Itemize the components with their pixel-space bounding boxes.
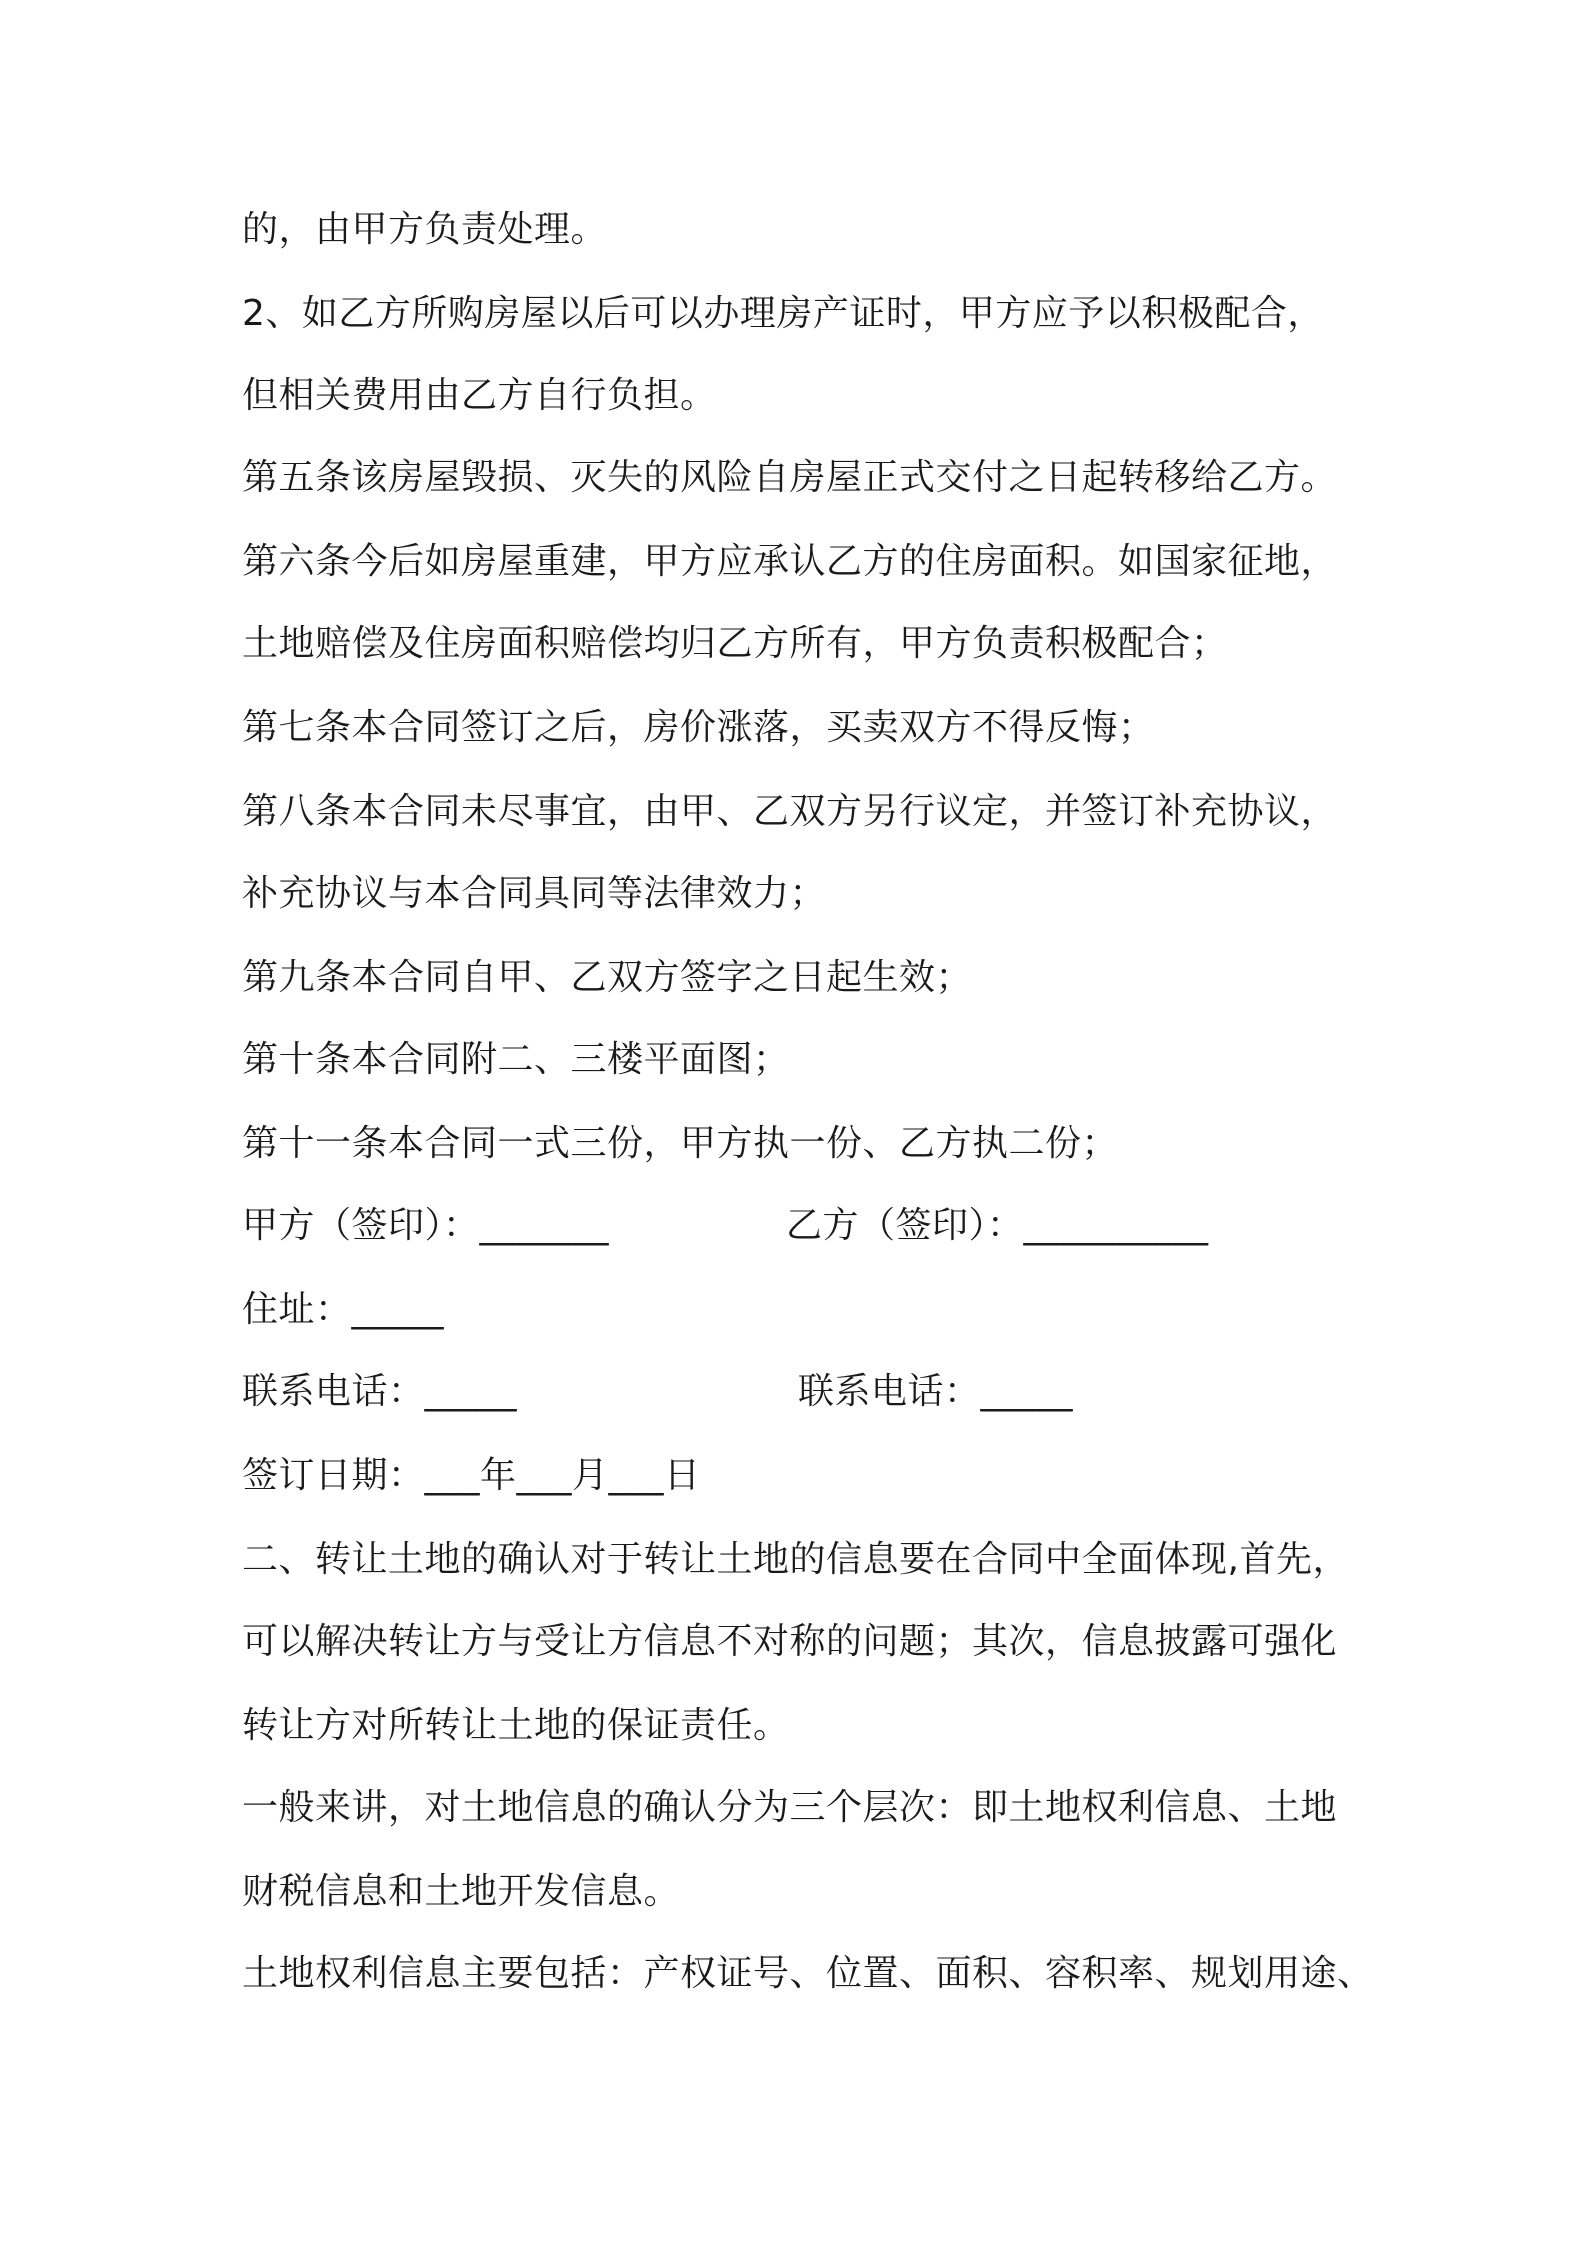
paragraph-line: 财税信息和土地开发信息。 (242, 1871, 681, 1912)
signing-date: 签订日期：___年___月___日 (242, 1455, 701, 1496)
paragraph-line: 的，由甲方负责处理。 (242, 209, 608, 250)
party-a-signature: 甲方（签印）：_______ (242, 1205, 610, 1246)
article-5: 第五条该房屋毁损、灭失的风险自房屋正式交付之日起转移给乙方。 (242, 457, 1338, 498)
paragraph-line: 但相关费用由乙方自行负担。 (242, 375, 717, 416)
paragraph-line: 可以解决转让方与受让方信息不对称的问题；其次，信息披露可强化 (242, 1621, 1338, 1662)
paragraph-line: 补充协议与本合同具同等法律效力； (242, 873, 827, 914)
article-7: 第七条本合同签订之后，房价涨落，买卖双方不得反悔； (242, 707, 1155, 748)
section-2-heading: 二、转让土地的确认对于转让土地的信息要在合同中全面体现,首先， (242, 1539, 1349, 1580)
article-11: 第十一条本合同一式三份，甲方执一份、乙方执二份； (242, 1123, 1119, 1164)
address-field: 住址：_____ (242, 1289, 445, 1330)
paragraph-line: 土地赔偿及住房面积赔偿均归乙方所有，甲方负责积极配合； (242, 623, 1228, 664)
party-b-phone: 联系电话：_____ (798, 1371, 1074, 1412)
paragraph-line: 转让方对所转让土地的保证责任。 (242, 1705, 790, 1746)
article-8: 第八条本合同未尽事宜，由甲、乙双方另行议定，并签订补充协议， (242, 791, 1338, 832)
paragraph-line: 土地权利信息主要包括：产权证号、位置、面积、容积率、规划用途、 (242, 1953, 1374, 1994)
article-10: 第十条本合同附二、三楼平面图； (242, 1039, 790, 1080)
paragraph-line: 2、如乙方所购房屋以后可以办理房产证时，甲方应予以积极配合， (242, 293, 1324, 334)
article-6: 第六条今后如房屋重建，甲方应承认乙方的住房面积。如国家征地， (242, 541, 1338, 582)
party-a-phone: 联系电话：_____ (242, 1371, 518, 1412)
article-9: 第九条本合同自甲、乙双方签字之日起生效； (242, 957, 973, 998)
party-b-signature: 乙方（签印）：__________ (786, 1205, 1209, 1246)
paragraph-line: 一般来讲，对土地信息的确认分为三个层次：即土地权利信息、土地 (242, 1787, 1338, 1828)
